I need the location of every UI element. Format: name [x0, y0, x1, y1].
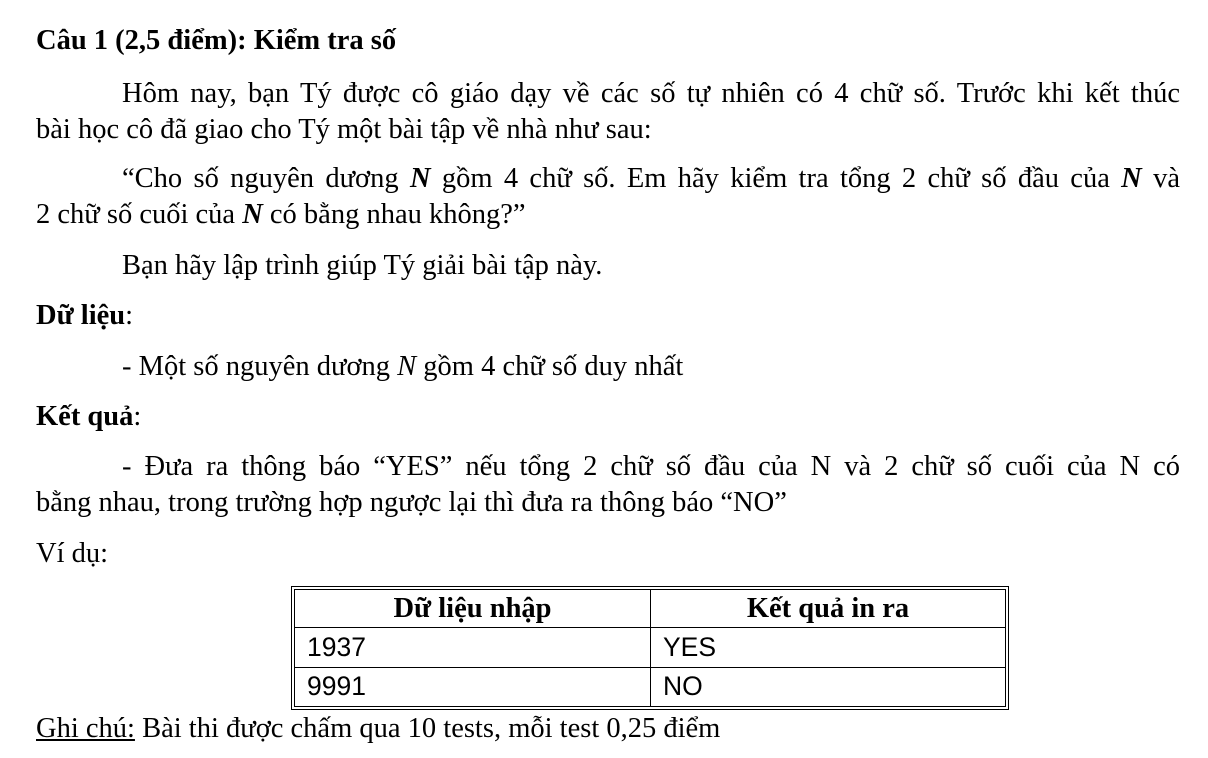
cell-input: 9991: [295, 667, 651, 707]
header-output: Kết quả in ra: [651, 590, 1006, 628]
problem-title: Câu 1 (2,5 điểm): Kiểm tra số: [36, 25, 397, 56]
input-heading-label: Dữ liệu: [36, 300, 126, 331]
cell-input: 1937: [295, 628, 651, 668]
task-text: Bạn hãy lập trình giúp Tý giải bài tập này.: [122, 250, 603, 281]
header-input: Dữ liệu nhập: [295, 590, 651, 628]
note-label: Ghi chú:: [36, 713, 135, 744]
output-heading-label: Kết quả: [36, 401, 134, 432]
quote-line-2: [36, 201, 526, 230]
input-heading: [36, 302, 133, 331]
table-row: [295, 628, 1006, 668]
cell-output: YES: [651, 628, 1006, 668]
quote-text: có bằng nhau không?”: [262, 199, 526, 230]
cell-output: NO: [651, 667, 1006, 707]
table-row: [295, 667, 1006, 707]
example-table-grid: [294, 589, 1006, 707]
quote-text: và: [1141, 163, 1180, 194]
variable-n: N: [409, 163, 431, 194]
note: [36, 715, 720, 744]
input-heading-colon: :: [125, 300, 134, 331]
output-line-1: - Đưa ra thông báo “YES” nếu tổng 2 chữ số đầu của N và 2 chữ số cuối của N có: [122, 451, 1180, 482]
example-table: [291, 586, 1009, 710]
table-header-row: [295, 590, 1006, 628]
quote-text: “Cho số nguyên dương: [122, 163, 410, 194]
input-item: [122, 353, 683, 382]
quote-line-1: [122, 165, 1180, 194]
variable-n: N: [397, 351, 417, 382]
note-text: Bài thi được chấm qua 10 tests, mỗi test 0,25 điểm: [134, 713, 721, 744]
output-heading-colon: :: [133, 401, 142, 432]
input-item-text: gồm 4 chữ số duy nhất: [416, 351, 684, 382]
quote-text: 2 chữ số cuối của: [36, 199, 243, 230]
output-line-2: bằng nhau, trong trường hợp ngược lại thì đưa ra thông báo “NO”: [36, 487, 787, 518]
variable-n: N: [242, 199, 263, 230]
quote-text: gồm 4 chữ số. Em hãy kiểm tra tổng 2 chữ số đầu của: [430, 163, 1122, 194]
intro-line-2: bài học cô đã giao cho Tý một bài tập về nhà như sau:: [36, 114, 652, 145]
output-heading: [36, 403, 141, 432]
intro-line-1: Hôm nay, bạn Tý được cô giáo dạy về các số tự nhiên có 4 chữ số. Trước khi kết thúc: [122, 78, 1180, 109]
variable-n: N: [1121, 163, 1142, 194]
example-label: Ví dụ:: [36, 538, 109, 569]
input-item-text: - Một số nguyên dương: [122, 351, 398, 382]
